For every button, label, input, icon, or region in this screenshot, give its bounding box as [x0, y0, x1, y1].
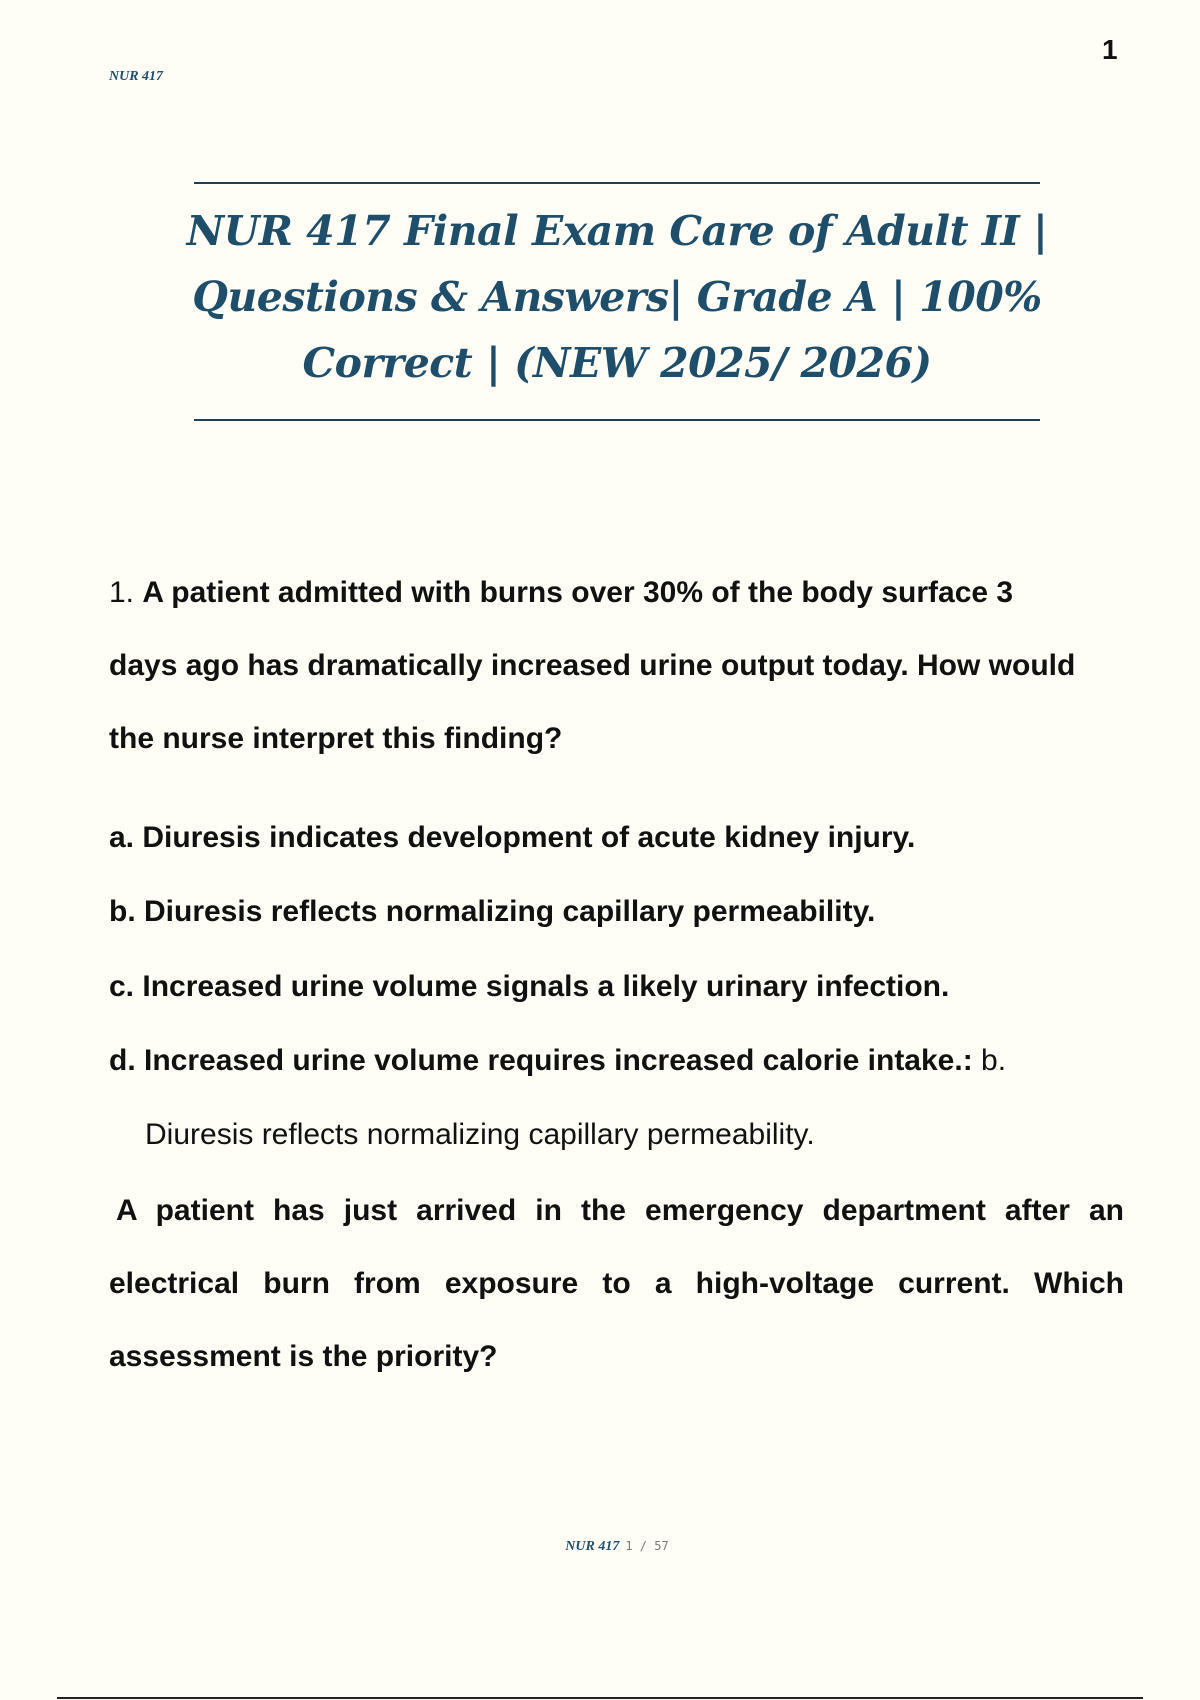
document-title — [160, 198, 1074, 396]
question-1-answer-letter: b. — [981, 1044, 1007, 1077]
question-1-option-a: a. Diuresis indicates development of acute kidney injury. — [109, 821, 916, 854]
footer-course-label: NUR 417 — [565, 1539, 620, 1554]
question-1-stem: A patient admitted with burns over 30% of the body surface 3 days ago has dramatically increased urine output today. How would the nurse interpret this finding? — [109, 576, 1076, 755]
question-1 — [109, 556, 1089, 775]
question-1-option-d — [109, 1041, 1006, 1081]
question-1-number: 1. — [109, 576, 135, 609]
footer-page-count: 1 / 57 — [625, 1539, 669, 1553]
title-line-2: Questions & Answers| Grade A | 100% — [192, 273, 1042, 321]
header-course-label: NUR 417 — [109, 69, 164, 84]
page-number: 1 — [1102, 34, 1118, 65]
question-2-stem: A patient has just arrived in the emergency department after an electrical burn from exposure to a high-voltage current. Which assessment is the priority? — [109, 1194, 1124, 1373]
title-bottom-rule — [194, 419, 1040, 421]
title-line-3: Correct | (NEW 2025/ 2026) — [302, 339, 932, 387]
page-bottom-rule — [57, 1697, 1143, 1699]
question-1-option-c: c. Increased urine volume signals a likely urinary infection. — [109, 970, 950, 1003]
title-line-1: NUR 417 Final Exam Care of Adult II | — [186, 207, 1048, 255]
page-footer — [0, 1538, 1200, 1555]
question-1-answer-text: Diuresis reflects normalizing capillary permeability. — [145, 1118, 815, 1151]
question-1-option-d-text: d. Increased urine volume requires increased calorie intake.: — [109, 1044, 973, 1077]
title-top-rule — [194, 182, 1040, 184]
question-1-option-b: b. Diuresis reflects normalizing capillary permeability. — [109, 895, 876, 928]
